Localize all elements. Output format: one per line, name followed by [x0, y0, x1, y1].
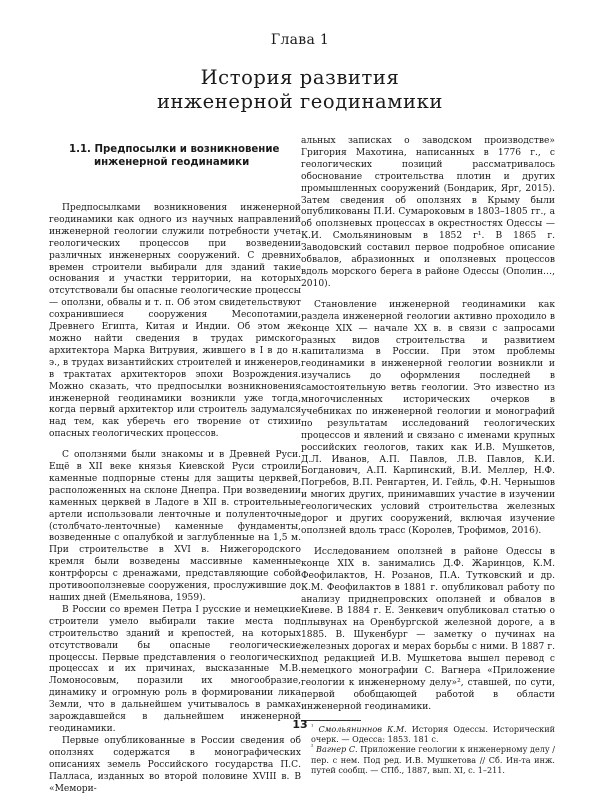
paragraph: В России со времен Петра I русские и немецкие строители умело выбирали такие места под строительство зданий и крепостей, на которых отсутствовали бы опасные геологические процессы. Первые представления о геологических процессах и их причинах, высказанные М.В. Ломоносовым, поразили их многообразие, динамику и огромную роль в формировании лика Земли, что в дальнейшем учитывалось в рамках зарождавшейся в дальнейшем инженерной геодинамики. — [49, 604, 301, 734]
paragraph: Исследованием оползней в районе Одессы в конце XIX в. занимались Д.Ф. Жаринцов, К.М. Феофилактов, Н. Розанов, П.А. Тутковский и др. К.М. Феофилактов в 1881 г. опубликовал работу по анализу приднепровских оползней и обвалов в Киеве. В 1884 г. Е. Зенкевич опубликовал статью о плывунах на Оренбургской железной дороге, а в 1885. В. Шукенбург — заметку о пучинах на железных дорогах и мерах борьбы с ними. В 1887 г. под редакцией И.В. Мушкетова вышел перевод с немецкого монографии С. Вагнера «Приложение геологии к инженерному делу»², ставшей, по сути, первой обобщающей работой в области инженерной геодинамики. — [301, 546, 555, 712]
left-column — [49, 136, 301, 795]
chapter-title-line-1: История развития — [200, 66, 400, 89]
footnote — [301, 744, 555, 775]
chapter-title — [0, 66, 600, 114]
paragraph: Становление инженерной геодинамики как раздела инженерной геологии активно проходило в конце XIX — начале XX в. в связи с запросами разных видов строительства и развитием капитализма в России. При этом проблемы геодинамики в инженерной геологии возникли и изучались до оформления последней в самостоятельную ветвь геологии. Это известно из многочисленных исторических очерков в учебниках по инженерной геологии и монографий по результатам исследований геологических процессов и явлений и связано с именами крупных российских геологов, таких как И.В. Мушкетов, Д.Л. Иванов, А.П. Павлов, Л.В. Павлов, К.И. Богданович, А.П. Карпинский, В.И. Меллер, Н.Ф. Погребов, В.П. Ренгартен, И. Гейль, Ф.Н. Чернышов и многих других, принимавших участие в изучении геологических условий строительства железных дорог и других сооружений, включая изучение оползней вдоль трасс (Королев, Трофимов, 2016). — [301, 299, 555, 536]
paragraph: С оползнями были знакомы и в Древней Руси. Ещё в XII веке князья Киевской Руси строили каменные подпорные стены для защиты церквей, расположенных на склоне Днепра. При возведении каменных церквей в Ладоге в XII в. строительные артели использовали ленточные и полуленточные (столбчато-ленточные) каменные фундаменты, возведенные с опалубкой и заглубленные на 1,5 м. При строительстве в XVI в. Нижегородского кремля были возведены массивные каменные контрфорсы с дренажами, представляющие собой противооползневые сооружения, прослужившие до наших дней (Емельянова, 1959). — [49, 450, 301, 603]
footnote-text: Приложение геологии к инженерному делу / пер. с нем. Под ред. И.В. Мушкетова // Сб. Ин-та инж. путей сообщ. — СПб., 1887, вып. XI, с. 1–211. — [311, 744, 556, 776]
section-heading-line-2: инженерной геодинамики — [94, 157, 250, 168]
chapter-title-line-2: инженерной геодинамики — [156, 90, 444, 113]
paragraph: Предпосылками возникновения инженерной геодинамики как одного из научных направлений инженерной геологии служили потребности учета геологических процессов при возведении различных инженерных сооружений. С древних времен строители выбирали для зданий такие основания и участки территории, на которых отсутствовали бы опасные геологические процессы — оползни, обвалы и т. п. Об этом свидетельствуют сохранившиеся сооружения Месопотамии, Древнего Египта, Китая и Индии. Об этом же можно найти сведения в трудах римского архитектора Марка Витрувия, жившего в I в до н. э., в трудах византийских строителей и инженеров, в трактатах архитекторов эпохи Возрождения. Можно сказать, что предпосылки возникновения инженерной геодинамики возникли уже тогда, когда первый архитектор или строитель задумался над тем, как уберечь его творение от стихии опасных геологических процессов. — [49, 203, 301, 440]
footnote-author: Смольяниннов К.М. — [318, 723, 407, 734]
footnote-mark: ² — [311, 743, 314, 751]
chapter-label: Глава 1 — [270, 32, 330, 48]
right-column — [301, 136, 555, 776]
page-number: 13 — [292, 718, 308, 731]
footnote-text: История Одессы. Исторический очерк. — Одесса: 1853. 181 с. — [311, 723, 555, 744]
section-heading — [69, 143, 301, 169]
footnote-author: Вагнер С. — [316, 744, 358, 755]
paragraph: альных записках о заводском производстве» Григория Махотина, написанных в 1776 г., с геологических позиций рассматривалось обоснование строительства плотин и других промышленных сооружений (Бондарик, Ярг, 2015). Затем сведения об оползнях в Крыму были опубликованы П.И. Сумароковым в 1803–1805 гг., а об оползневых процессах в окрестностях Одессы — К.И. Смольяниновым в 1852 г¹. В 1865 г. Заводовский составил первое подробное описание обвалов, абразионных и оползневых процессов вдоль морского берега в районе Одессы (Ополин…, 2010). — [301, 136, 555, 289]
section-heading-line-1: 1.1. Предпосылки и возникновение — [69, 144, 280, 155]
paragraph: Первые опубликованные в России сведения об оползнях содержатся в монографических описаниях земель Российского государства П.С. Палласа, изданных во второй половине XVIII в. В «Мемори- — [49, 735, 301, 794]
footnote-mark: ¹ — [311, 722, 314, 730]
